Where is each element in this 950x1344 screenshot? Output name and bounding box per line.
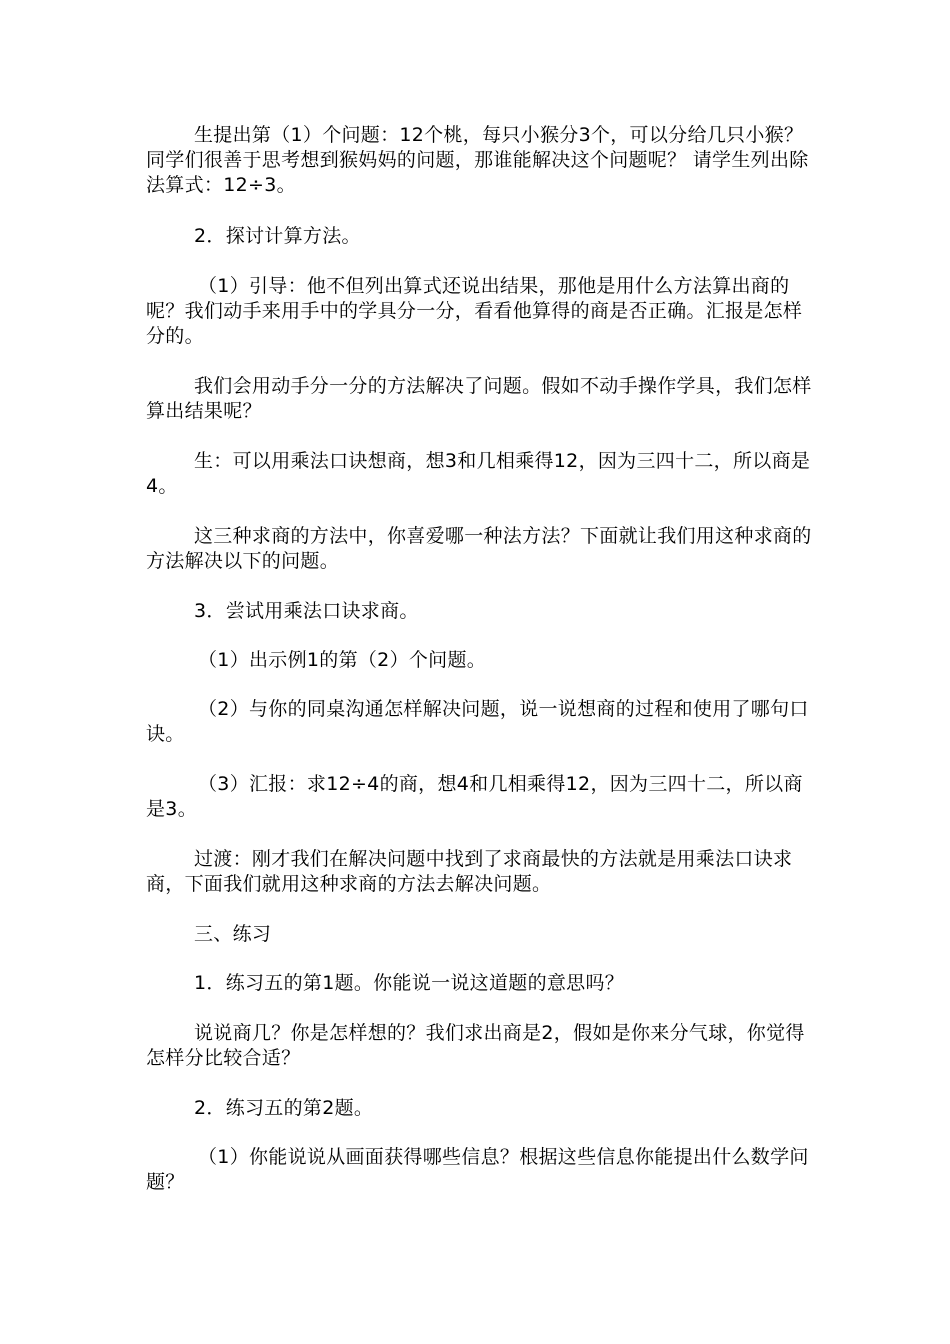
paragraph-3: （1）引导：他不但列出算式还说出结果，那他是用什么方法算出商的呢？我们动手来用手中的学具分一分，看看他算得的商是否正确。汇报是怎样分的。 [146,275,803,347]
paragraph-2: 2．探讨计算方法。 [194,225,361,247]
paragraph-13: 1．练习五的第1题。你能说一说这道题的意思吗？ [194,972,625,994]
paragraph-9: （2）与你的同桌沟通怎样解决问题，说一说想商的过程和使用了哪句口诀。 [146,698,809,745]
paragraph-6: 这三种求商的方法中，你喜爱哪一种法方法？下面就让我们用这种求商的方法解决以下的问题。 [146,525,812,572]
paragraph-11: 过渡：刚才我们在解决问题中找到了求商最快的方法就是用乘法口诀求商，下面我们就用这种求商的方法去解决问题。 [146,848,793,895]
paragraph-1: 生提出第（1）个问题：12个桃，每只小猴分3个，可以分给几只小猴？同学们很善于思考想到猴妈妈的问题，那谁能解决这个问题呢？ 请学生列出除法算式：12÷3。 [146,124,809,196]
paragraph-12: 三、练习 [194,923,272,945]
paragraph-8: （1）出示例1的第（2）个问题。 [198,649,487,671]
paragraph-7: 3．尝试用乘法口诀求商。 [194,600,419,622]
paragraph-14: 说说商几？你是怎样想的？我们求出商是2，假如是你来分气球，你觉得怎样分比较合适？ [146,1022,805,1069]
paragraph-10: （3）汇报：求12÷4的商，想4和几相乘得12，因为三四十二，所以商是3。 [146,773,803,820]
paragraph-16: （1）你能说说从画面获得哪些信息？根据这些信息你能提出什么数学问题？ [146,1146,809,1193]
paragraph-5: 生：可以用乘法口诀想商，想3和几相乘得12，因为三四十二，所以商是4。 [146,450,811,497]
paragraph-4: 我们会用动手分一分的方法解决了问题。假如不动手操作学具，我们怎样算出结果呢？ [146,375,812,422]
paragraph-15: 2．练习五的第2题。 [194,1097,374,1119]
